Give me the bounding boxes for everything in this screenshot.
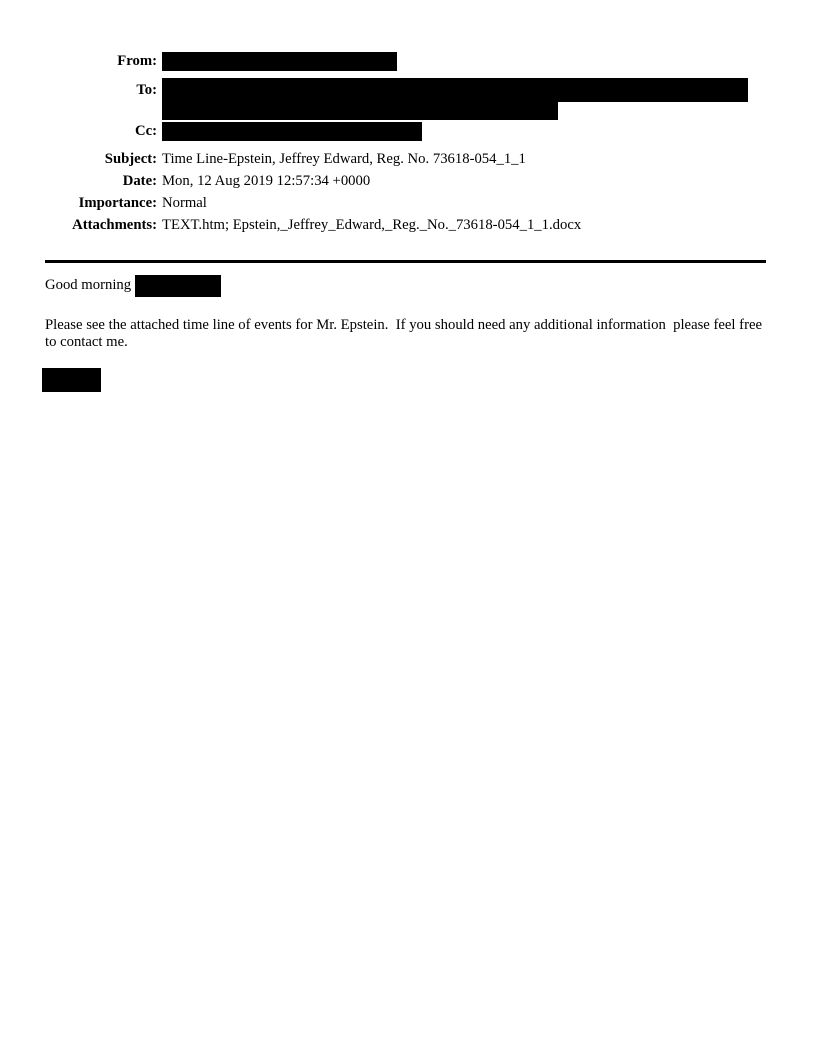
importance-value: Normal	[162, 195, 207, 211]
redaction-bar-from	[162, 52, 397, 71]
email-body	[45, 274, 771, 392]
header-row-cc	[45, 120, 771, 148]
header-row-importance	[45, 192, 771, 214]
header-row-from	[45, 50, 771, 78]
from-value	[162, 50, 771, 78]
greeting-line	[45, 274, 771, 297]
date-label: Date:	[122, 173, 157, 189]
cc-label: Cc:	[134, 123, 157, 139]
email-header	[45, 50, 771, 236]
body-paragraph: Please see the attached time line of events for Mr. Epstein. If you should need any additional information please feel free to contact me.	[45, 316, 766, 350]
attachments-label: Attachments:	[72, 217, 157, 233]
header-separator-line	[45, 260, 766, 263]
subject-label: Subject:	[104, 151, 157, 167]
to-label: To:	[136, 82, 157, 98]
importance-label: Importance:	[78, 195, 157, 211]
redaction-bar-signature	[42, 368, 101, 392]
redaction-bar-to-line1	[162, 78, 748, 102]
redaction-bar-cc	[162, 122, 422, 141]
greeting-text: Good morning	[45, 277, 132, 293]
date-value: Mon, 12 Aug 2019 12:57:34 +0000	[162, 173, 371, 189]
cc-value	[162, 120, 771, 148]
header-row-date	[45, 170, 771, 192]
from-label: From:	[117, 53, 157, 69]
header-row-subject	[45, 148, 771, 170]
subject-value: Time Line-Epstein, Jeffrey Edward, Reg. No. 73618-054_1_1	[162, 151, 526, 167]
redaction-bar-to-line2	[162, 102, 558, 120]
header-row-attachments	[45, 214, 771, 236]
attachments-value: TEXT.htm; Epstein,_Jeffrey_Edward,_Reg._No._73618-054_1_1.docx	[162, 217, 582, 233]
header-row-to	[45, 78, 771, 120]
to-value	[162, 78, 771, 120]
redaction-bar-greeting-name	[135, 275, 221, 297]
